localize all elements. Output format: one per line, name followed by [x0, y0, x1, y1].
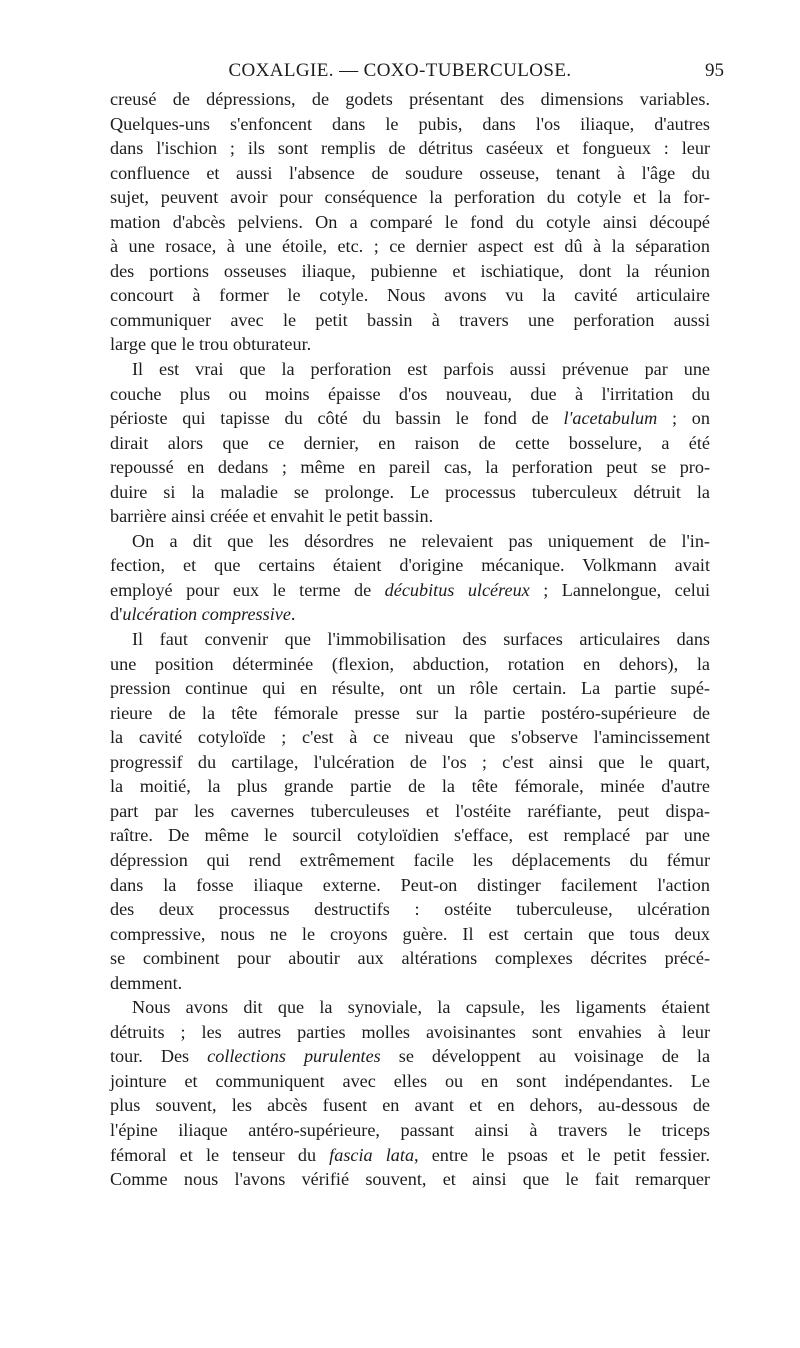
text-line: Il faut convenir que l'immobilisation des surfaces articulaires dans	[132, 629, 710, 650]
text-line: large que le trou obturateur.	[110, 334, 312, 355]
text-run: employé pour eux le terme de	[110, 579, 385, 600]
text-line: communiquer avec le petit bassin à travers une perforation aussi	[110, 309, 710, 330]
text-line: la cavité cotyloïde ; c'est à ce niveau que s'observe l'amincissement	[110, 727, 710, 748]
text-line: Il est vrai que la perforation est parfois aussi prévenue par une	[132, 359, 710, 380]
text-line	[110, 602, 710, 627]
text-line: dirait alors que ce dernier, en raison de cette bosselure, a été	[110, 432, 710, 453]
text-line: Quelques-uns s'enfoncent dans le pubis, dans l'os iliaque, d'autres	[110, 113, 710, 134]
italic-term: décubitus ulcéreux	[384, 579, 530, 600]
italic-term: ulcération compressive	[122, 604, 291, 625]
text-line	[110, 1044, 710, 1069]
text-line: sujet, peuvent avoir pour conséquence la perforation du cotyle et la for-	[110, 187, 710, 208]
text-run: , entre le psoas et le petit fessier.	[414, 1144, 710, 1165]
text-line: à une rosace, à une étoile, etc. ; ce dernier aspect est dû à la séparation	[110, 236, 710, 257]
text-line: dépression qui rend extrêmement facile les déplacements du fémur	[110, 849, 710, 870]
text-run: d'	[110, 604, 123, 625]
text-run: fémoral et le tenseur du	[110, 1144, 330, 1165]
text-line: détruits ; les autres parties molles avoisinantes sont envahies à leur	[110, 1021, 710, 1042]
italic-term: fascia lata	[329, 1144, 415, 1165]
text-line: On a dit que les désordres ne relevaient pas uniquement de l'in-	[132, 530, 710, 551]
text-line: des portions osseuses iliaque, pubienne et ischiatique, dont la réunion	[110, 260, 710, 281]
text-run: tour. Des	[110, 1046, 208, 1067]
text-line: des deux processus destructifs : ostéite tuberculeuse, ulcération	[110, 899, 710, 920]
text-line: couche plus ou moins épaisse d'os nouveau, due à l'irritation du	[110, 383, 710, 404]
text-line: demment.	[110, 972, 183, 993]
text-line: dans l'ischion ; ils sont remplis de détritus caséeux et fongueux : leur	[110, 138, 710, 159]
text-line: l'épine iliaque antéro-supérieure, passant ainsi à travers le triceps	[110, 1119, 710, 1140]
text-line	[110, 1143, 710, 1168]
text-run: ; Lannelongue, celui	[529, 579, 711, 600]
text-line: jointure et communiquent avec elles ou en sont indépendantes. Le	[110, 1070, 710, 1091]
text-line: rieure de la tête fémorale presse sur la partie postéro-supérieure de	[110, 702, 710, 723]
text-run: se développent au voisinage de la	[380, 1046, 711, 1067]
text-line: plus souvent, les abcès fusent en avant et en dehors, au-dessous de	[110, 1095, 710, 1116]
text-line: raître. De même le sourcil cotyloïdien s'efface, est remplacé par une	[110, 825, 710, 846]
page-header	[0, 56, 800, 84]
text-run: .	[290, 604, 296, 625]
text-line: se combinent pour aboutir aux altérations complexes décrites précé-	[110, 948, 710, 969]
text-run: ; on	[657, 408, 710, 429]
text-line: creusé de dépressions, de godets présentant des dimensions variables.	[110, 89, 710, 109]
text-line: Nous avons dit que la synoviale, la capsule, les ligaments étaient	[132, 997, 710, 1018]
text-line: dans la fosse iliaque externe. Peut-on distinger facilement l'action	[110, 874, 710, 895]
text-line: une position déterminée (flexion, abduction, rotation en dehors), la	[110, 653, 710, 674]
text-line: confluence et aussi l'absence de soudure osseuse, tenant à l'âge du	[110, 162, 710, 183]
text-line: Comme nous l'avons vérifié souvent, et ainsi que le fait remarquer	[110, 1169, 710, 1190]
body-text	[110, 87, 710, 1192]
text-line: barrière ainsi créée et envahit le petit bassin.	[110, 506, 434, 527]
text-line: mation d'abcès pelviens. On a comparé le fond du cotyle ainsi découpé	[110, 211, 710, 232]
text-line: part par les cavernes tuberculeuses et l'ostéite raréfiante, peut dispa-	[110, 800, 710, 821]
text-line: progressif du cartilage, l'ulcération de l'os ; c'est ainsi que le quart,	[110, 751, 710, 772]
text-line: pression continue qui en résulte, ont un rôle certain. La partie supé-	[110, 678, 710, 699]
text-line: concourt à former le cotyle. Nous avons vu la cavité articulaire	[110, 285, 710, 306]
text-line: duire si la maladie se prolonge. Le processus tuberculeux détruit la	[110, 481, 710, 502]
italic-term: collections purulentes	[207, 1046, 381, 1067]
text-line	[110, 406, 710, 431]
text-line: repoussé en dedans ; même en pareil cas, la perforation peut se pro-	[110, 457, 710, 478]
italic-term: l'acetabulum	[563, 408, 658, 429]
text-run: périoste qui tapisse du côté du bassin le fond de	[110, 408, 564, 429]
running-title: COXALGIE. — COXO-TUBERCULOSE.	[228, 60, 572, 81]
text-line: la moitié, la plus grande partie de la tête fémorale, minée d'autre	[110, 776, 710, 797]
text-line	[110, 578, 710, 603]
page-number: 95	[705, 60, 724, 81]
text-line: compressive, nous ne le croyons guère. Il est certain que tous deux	[110, 923, 710, 944]
text-line: fection, et que certains étaient d'origine mécanique. Volkmann avait	[110, 555, 710, 576]
